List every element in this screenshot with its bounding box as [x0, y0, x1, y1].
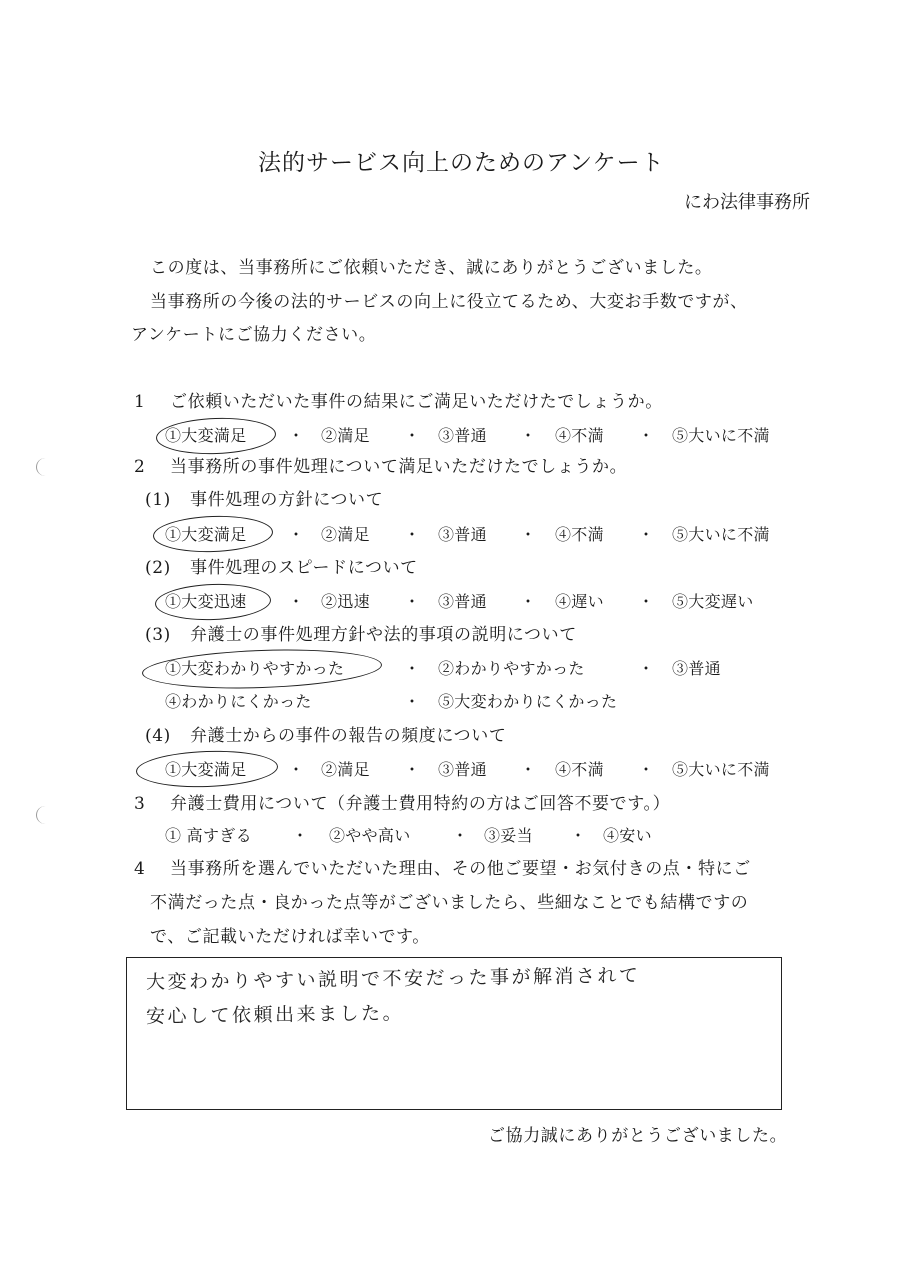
q2-sub2-text: 事件処理のスピードについて	[190, 558, 418, 578]
q2-sub4-option-4[interactable]: ④不満	[555, 760, 604, 779]
q4-text-line-3: で、ご記載いただければ幸いです。	[150, 927, 430, 947]
q2-text: 当事務所の事件処理について満足いただけたでしょうか。	[170, 457, 628, 477]
q2-sub2-separator-4: ・	[638, 592, 655, 611]
q2-sub4-selected-circle	[135, 749, 278, 790]
q2-sub4-separator-2: ・	[404, 760, 421, 779]
q1-selected-circle	[155, 416, 276, 456]
q2-sub4-number: (4)	[145, 726, 171, 746]
q2-sub2-number: (2)	[145, 558, 171, 578]
q2-sub4-separator-1: ・	[288, 760, 305, 779]
q3-option-4[interactable]: ④安い	[603, 826, 652, 845]
q1-option-5[interactable]: ⑤大いに不満	[672, 426, 770, 445]
q2-sub2-option-1[interactable]: ①大変迅速	[165, 592, 247, 611]
q3-option-1[interactable]: ① 高すぎる	[165, 826, 252, 845]
firm-name: にわ法律事務所	[684, 192, 810, 213]
q2-sub1-text: 事件処理の方針について	[190, 490, 384, 510]
intro-line-3: アンケートにご協力ください。	[131, 325, 377, 345]
q2-sub1-option-5[interactable]: ⑤大いに不満	[672, 525, 770, 544]
intro-line-1: この度は、当事務所にご依頼いただき、誠にありがとうございました。	[150, 258, 713, 278]
q2-sub3-option-3[interactable]: ③普通	[672, 659, 721, 678]
q2-sub4-option-2[interactable]: ②満足	[321, 760, 370, 779]
q2-sub1-option-3[interactable]: ③普通	[438, 525, 487, 544]
q1-separator-3: ・	[520, 426, 537, 445]
punch-hole-top	[36, 458, 55, 476]
q2-sub1-separator-2: ・	[404, 525, 421, 544]
q2-sub2-option-2[interactable]: ②迅速	[321, 592, 370, 611]
q1-separator-2: ・	[404, 426, 421, 445]
q2-sub3-option-5[interactable]: ⑤大変わかりにくかった	[438, 692, 618, 711]
q2-sub4-option-1[interactable]: ①大変満足	[165, 760, 247, 779]
q2-sub3-number: (3)	[145, 625, 171, 645]
q1-option-1[interactable]: ①大変満足	[165, 426, 247, 445]
q2-sub2-selected-circle	[154, 582, 271, 622]
q2-sub1-separator-3: ・	[520, 525, 537, 544]
q3-number: 3	[134, 794, 146, 814]
q1-text: ご依頼いただいた事件の結果にご満足いただけたでしょうか。	[170, 392, 663, 412]
intro-line-2: 当事務所の今後の法的サービスの向上に役立てるため、大変お手数ですが、	[150, 292, 748, 312]
q2-sub3-selected-circle	[141, 646, 382, 692]
page-title: 法的サービス向上のためのアンケート	[258, 150, 665, 176]
q2-sub4-option-5[interactable]: ⑤大いに不満	[672, 760, 770, 779]
punch-hole-bottom	[36, 806, 55, 824]
q1-option-4[interactable]: ④不満	[555, 426, 604, 445]
q2-sub2-option-3[interactable]: ③普通	[438, 592, 487, 611]
q2-sub2-option-4[interactable]: ④遅い	[555, 592, 604, 611]
q2-sub3-option-2[interactable]: ②わかりやすかった	[438, 659, 585, 678]
q2-number: 2	[134, 457, 146, 477]
q2-sub1-option-4[interactable]: ④不満	[555, 525, 604, 544]
q2-sub3-separator-3: ・	[404, 692, 421, 711]
q2-sub3-option-4[interactable]: ④わかりにくかった	[165, 692, 312, 711]
q1-separator-1: ・	[288, 426, 305, 445]
q1-number: 1	[134, 392, 146, 412]
q2-sub3-option-1[interactable]: ①大変わかりやすかった	[165, 659, 345, 678]
q2-sub2-separator-1: ・	[288, 592, 305, 611]
q1-separator-4: ・	[638, 426, 655, 445]
q3-separator-3: ・	[570, 826, 587, 845]
handwritten-answer-line-2: 安心して依頼出来ました。	[145, 1002, 405, 1028]
handwritten-answer-line-1: 大変わかりやすい説明で不安だった事が解消されて	[145, 964, 641, 994]
q2-sub1-option-2[interactable]: ②満足	[321, 525, 370, 544]
q3-separator-1: ・	[292, 826, 309, 845]
q2-sub1-number: (1)	[145, 490, 171, 510]
q2-sub4-text: 弁護士からの事件の報告の頻度について	[190, 726, 507, 746]
q2-sub3-separator-1: ・	[404, 659, 421, 678]
footer-thanks: ご協力誠にありがとうございました。	[488, 1126, 788, 1146]
q2-sub2-option-5[interactable]: ⑤大変遅い	[672, 592, 754, 611]
q2-sub1-separator-1: ・	[288, 525, 305, 544]
q2-sub4-option-3[interactable]: ③普通	[438, 760, 487, 779]
q2-sub1-option-1[interactable]: ①大変満足	[165, 525, 247, 544]
q2-sub4-separator-4: ・	[638, 760, 655, 779]
q2-sub1-selected-circle	[152, 514, 273, 554]
q2-sub2-separator-2: ・	[404, 592, 421, 611]
q4-number: 4	[134, 859, 146, 879]
q2-sub3-separator-2: ・	[638, 659, 655, 678]
q2-sub4-separator-3: ・	[520, 760, 537, 779]
q1-option-3[interactable]: ③普通	[438, 426, 487, 445]
q3-separator-2: ・	[452, 826, 469, 845]
q2-sub2-separator-3: ・	[520, 592, 537, 611]
q2-sub3-text: 弁護士の事件処理方針や法的事項の説明について	[190, 625, 577, 645]
q4-text-line-1: 当事務所を選んでいただいた理由、その他ご要望・お気付きの点・特にご	[170, 859, 751, 879]
q3-text: 弁護士費用について（弁護士費用特約の方はご回答不要です。）	[170, 794, 671, 814]
q2-sub1-separator-4: ・	[638, 525, 655, 544]
q3-option-2[interactable]: ②やや高い	[329, 826, 411, 845]
q3-option-3[interactable]: ③妥当	[484, 826, 533, 845]
q4-text-line-2: 不満だった点・良かった点等がございましたら、些細なことでも結構ですの	[150, 893, 749, 913]
q1-option-2[interactable]: ②満足	[321, 426, 370, 445]
